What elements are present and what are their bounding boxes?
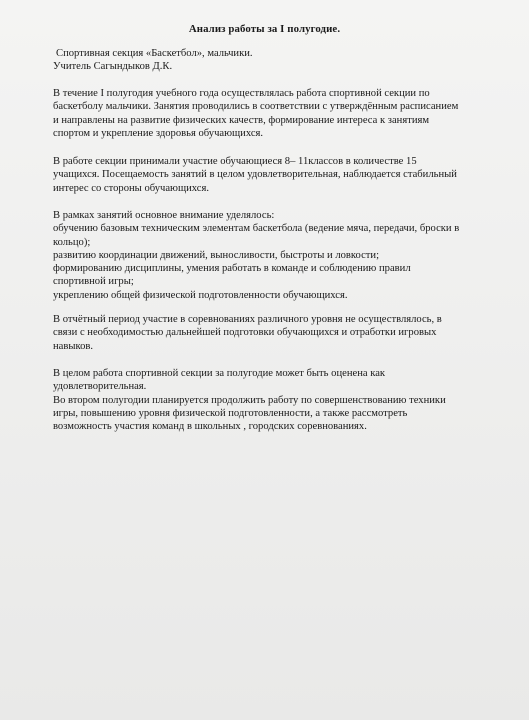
teacher-name: Учитель Сагындыков Д.К. (53, 61, 173, 73)
text-line: кольцо); (53, 236, 91, 248)
text-line: формированию дисциплины, умения работать в команде и соблюдению правил (53, 263, 411, 275)
paragraph-focus-list (53, 209, 483, 302)
paragraph-conclusion (53, 367, 483, 433)
text-line: баскетболу мальчики. Занятия проводились в соответствии с утверждённым расписанием (53, 101, 459, 113)
text-line: игры, повышению уровня физической подготовленности, а также рассмотреть (53, 407, 408, 419)
text-line: спортивной игры; (53, 276, 134, 288)
paragraph-participants (53, 155, 483, 195)
text-line: удовлетворительная. (53, 381, 147, 393)
text-line: В течение I полугодия учебного года осуществлялась работа спортивной секции по (53, 88, 430, 99)
text-line: и направлены на развитие физических качеств, формирование интереса к занятиям (53, 114, 430, 126)
text-line: В отчётный период участие в соревнованиях различного уровня не осуществлялось, в (53, 314, 442, 325)
text-line: навыков. (53, 340, 94, 352)
text-line: учащихся. Посещаемость занятий в целом удовлетворительная, наблюдается стабильный (53, 169, 457, 181)
text-line: связи с необходимостью дальнейшей подготовки обучающихся и отработки игровых (53, 327, 437, 339)
text-line: возможность участия команд в школьных , городских соревнованиях. (53, 421, 367, 433)
document-title: Анализ работы за I полугодие. (188, 23, 341, 35)
text-line: Во втором полугодии планируется продолжить работу по совершенствованию техники (53, 394, 446, 406)
document-header (53, 47, 483, 74)
text-line: обучению базовым техническим элементам баскетбола (ведение мяча, передачи, броски в (53, 223, 460, 235)
text-line: развитию координации движений, выносливости, быстроты и ловкости; (53, 249, 380, 261)
text-line: интерес со стороны обучающихся. (53, 182, 210, 194)
text-line: В рамках занятий основное внимание уделялось: (53, 210, 275, 221)
paragraph-intro (53, 87, 483, 140)
paragraph-competitions (53, 313, 483, 353)
text-line: В работе секции принимали участие обучающиеся 8– 11классов в количестве 15 (53, 156, 417, 167)
text-line: В целом работа спортивной секции за полугодие может быть оценена как (53, 368, 386, 379)
section-name: Спортивная секция «Баскетбол», мальчики. (56, 48, 253, 59)
text-line: спортом и укрепление здоровья обучающихся. (53, 127, 264, 139)
text-line: укреплению общей физической подготовленности обучающихся. (53, 289, 348, 301)
